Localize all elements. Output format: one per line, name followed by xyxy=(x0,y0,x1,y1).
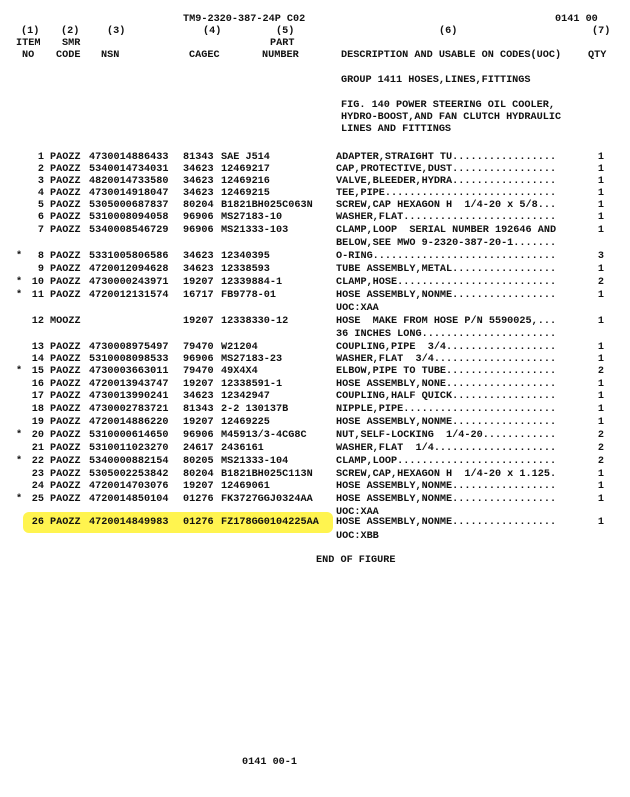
col-num-qty: (7) xyxy=(592,26,611,37)
table-row xyxy=(0,379,630,391)
table-row xyxy=(0,430,630,442)
cagec-cell: 81343 xyxy=(183,152,214,163)
cagec-cell: 34623 xyxy=(183,188,214,199)
part-number: FZ178GG0104225AA xyxy=(221,517,319,528)
cagec-cell: 19207 xyxy=(183,277,214,288)
quantity: 1 xyxy=(597,354,604,365)
part-number: 12338593 xyxy=(221,264,270,275)
table-row xyxy=(0,404,630,416)
nsn-cell: 5340014734031 xyxy=(89,164,169,175)
cagec-cell: 16717 xyxy=(183,290,214,301)
table-row xyxy=(0,303,630,315)
table-row xyxy=(0,188,630,200)
col-part-label: PART xyxy=(270,38,295,49)
part-number: M45913/3-4CG8C xyxy=(221,430,307,441)
part-number: MS27183-10 xyxy=(221,212,283,223)
description: WASHER,FLAT 1/4.................... xyxy=(336,443,557,454)
nsn-cell: 5310011023270 xyxy=(89,443,169,454)
document-id: TM9-2320-387-24P C02 xyxy=(183,14,306,25)
nsn-cell: 5310008098533 xyxy=(89,354,169,365)
item-number: 1 xyxy=(37,152,44,163)
description: HOSE MAKE FROM HOSE P/N 5590025,... xyxy=(336,316,557,327)
row-flag: * xyxy=(16,366,23,377)
item-number: 26 xyxy=(31,517,44,528)
quantity: 1 xyxy=(597,391,604,402)
quantity: 1 xyxy=(597,404,604,415)
table-row xyxy=(0,417,630,429)
smr-code: PAOZZ xyxy=(50,251,81,262)
nsn-cell: 5305002253842 xyxy=(89,469,169,480)
cagec-cell: 19207 xyxy=(183,316,214,327)
table-row xyxy=(0,443,630,455)
nsn-cell: 4720014850104 xyxy=(89,494,169,505)
nsn-cell: 4720014849983 xyxy=(89,517,169,528)
row-flag: * xyxy=(16,430,23,441)
item-number: 19 xyxy=(31,417,44,428)
smr-code: PAOZZ xyxy=(50,443,81,454)
cagec-cell: 80204 xyxy=(183,469,214,480)
table-row xyxy=(0,494,630,506)
part-number: B1821BH025C113N xyxy=(221,469,313,480)
cagec-cell: 81343 xyxy=(183,404,214,415)
quantity: 1 xyxy=(597,379,604,390)
smr-code: PAOZZ xyxy=(50,164,81,175)
quantity: 2 xyxy=(597,366,604,377)
group-title: GROUP 1411 HOSES,LINES,FITTINGS xyxy=(341,75,531,86)
row-flag: * xyxy=(16,494,23,505)
smr-code: PAOZZ xyxy=(50,417,81,428)
description: ELBOW,PIPE TO TUBE.................. xyxy=(336,366,557,377)
table-row xyxy=(0,517,630,529)
description: TUBE ASSEMBLY,METAL................. xyxy=(336,264,557,275)
description: WASHER,FLAT 3/4.................... xyxy=(336,354,557,365)
item-number: 17 xyxy=(31,391,44,402)
smr-code: PAOZZ xyxy=(50,212,81,223)
quantity: 1 xyxy=(597,517,604,528)
page-footer: 0141 00-1 xyxy=(242,757,298,768)
quantity: 2 xyxy=(597,277,604,288)
item-number: 2 xyxy=(37,164,44,175)
smr-code: PAOZZ xyxy=(50,391,81,402)
quantity: 2 xyxy=(597,430,604,441)
col-cagec-label: CAGEC xyxy=(189,50,220,61)
nsn-cell: 4730014886433 xyxy=(89,152,169,163)
part-number: MS21333-103 xyxy=(221,225,289,236)
smr-code: PAOZZ xyxy=(50,517,81,528)
part-number: W21204 xyxy=(221,342,258,353)
nsn-cell: 4720013943747 xyxy=(89,379,169,390)
description: UOC:XBB xyxy=(336,531,379,542)
smr-code: PAOZZ xyxy=(50,290,81,301)
cagec-cell: 96906 xyxy=(183,430,214,441)
row-flag: * xyxy=(16,290,23,301)
quantity: 1 xyxy=(597,417,604,428)
table-row xyxy=(0,251,630,263)
quantity: 3 xyxy=(597,251,604,262)
cagec-cell: 80204 xyxy=(183,200,214,211)
table-row xyxy=(0,342,630,354)
description: COUPLING,PIPE 3/4.................. xyxy=(336,342,557,353)
col-smr-label: SMR xyxy=(62,38,81,49)
col-num-cagec: (4) xyxy=(203,26,222,37)
table-row xyxy=(0,456,630,468)
item-number: 16 xyxy=(31,379,44,390)
quantity: 1 xyxy=(597,176,604,187)
table-row xyxy=(0,316,630,328)
table-row xyxy=(0,176,630,188)
nsn-cell: 5340008546729 xyxy=(89,225,169,236)
table-row xyxy=(0,212,630,224)
col-num-part: (5) xyxy=(276,26,295,37)
table-row xyxy=(0,354,630,366)
row-flag: * xyxy=(16,251,23,262)
cagec-cell: 34623 xyxy=(183,176,214,187)
smr-code: PAOZZ xyxy=(50,379,81,390)
nsn-cell: 4730000243971 xyxy=(89,277,169,288)
part-number: FB9778-01 xyxy=(221,290,277,301)
figure-title-line: FIG. 140 POWER STEERING OIL COOLER, xyxy=(341,100,555,111)
smr-code: PAOZZ xyxy=(50,366,81,377)
part-number: 12338591-1 xyxy=(221,379,283,390)
cagec-cell: 34623 xyxy=(183,391,214,402)
table-row xyxy=(0,391,630,403)
description: O-RING.............................. xyxy=(336,251,557,262)
table-row xyxy=(0,531,630,543)
cagec-cell: 19207 xyxy=(183,417,214,428)
part-number: FK3727GGJ0324AA xyxy=(221,494,313,505)
part-number: 12340395 xyxy=(221,251,270,262)
quantity: 1 xyxy=(597,188,604,199)
description: HOSE ASSEMBLY,NONME................. xyxy=(336,290,557,301)
part-number: 12469216 xyxy=(221,176,270,187)
description: HOSE ASSEMBLY,NONME................. xyxy=(336,481,557,492)
table-row xyxy=(0,264,630,276)
item-number: 8 xyxy=(37,251,44,262)
col-item-label: ITEM xyxy=(16,38,41,49)
cagec-cell: 01276 xyxy=(183,494,214,505)
col-qty-label: QTY xyxy=(588,50,607,61)
cagec-cell: 80205 xyxy=(183,456,214,467)
description: BELOW,SEE MWO 9-2320-387-20-1....... xyxy=(336,238,557,249)
nsn-cell: 4720014703076 xyxy=(89,481,169,492)
cagec-cell: 96906 xyxy=(183,354,214,365)
part-number: 12338330-12 xyxy=(221,316,289,327)
smr-code: MOOZZ xyxy=(50,316,81,327)
nsn-cell: 5310008094058 xyxy=(89,212,169,223)
end-of-figure: END OF FIGURE xyxy=(316,555,396,566)
smr-code: PAOZZ xyxy=(50,456,81,467)
description: CAP,PROTECTIVE,DUST................. xyxy=(336,164,557,175)
cagec-cell: 96906 xyxy=(183,225,214,236)
col-nsn-label: NSN xyxy=(101,50,120,61)
nsn-cell: 4720014886220 xyxy=(89,417,169,428)
description: CLAMP,LOOP.......................... xyxy=(336,456,557,467)
quantity: 1 xyxy=(597,342,604,353)
cagec-cell: 34623 xyxy=(183,264,214,275)
part-number: 12342947 xyxy=(221,391,270,402)
description: COUPLING,HALF QUICK................. xyxy=(336,391,557,402)
part-number: 49X4X4 xyxy=(221,366,258,377)
nsn-cell: 5305000687837 xyxy=(89,200,169,211)
quantity: 1 xyxy=(597,264,604,275)
nsn-cell: 4730003663011 xyxy=(89,366,169,377)
part-number: 2436161 xyxy=(221,443,264,454)
smr-code: PAOZZ xyxy=(50,469,81,480)
row-flag: * xyxy=(16,456,23,467)
smr-code: PAOZZ xyxy=(50,404,81,415)
nsn-cell: 4720012131574 xyxy=(89,290,169,301)
col-num-smr: (2) xyxy=(61,26,80,37)
smr-code: PAOZZ xyxy=(50,152,81,163)
item-number: 6 xyxy=(37,212,44,223)
part-number: 2-2 130137B xyxy=(221,404,289,415)
item-number: 13 xyxy=(31,342,44,353)
description: SCREW,CAP HEXAGON H 1/4-20 x 5/8... xyxy=(336,200,557,211)
cagec-cell: 24617 xyxy=(183,443,214,454)
quantity: 2 xyxy=(597,456,604,467)
table-row xyxy=(0,225,630,237)
nsn-cell: 4730014918047 xyxy=(89,188,169,199)
description: ADAPTER,STRAIGHT TU................. xyxy=(336,152,557,163)
smr-code: PAOZZ xyxy=(50,342,81,353)
description: CLAMP,HOSE.......................... xyxy=(336,277,557,288)
col-code-label: CODE xyxy=(56,50,81,61)
part-number: 12469225 xyxy=(221,417,270,428)
part-number: B1821BH025C063N xyxy=(221,200,313,211)
part-number: MS27183-23 xyxy=(221,354,283,365)
smr-code: PAOZZ xyxy=(50,481,81,492)
item-number: 25 xyxy=(31,494,44,505)
col-number-label: NUMBER xyxy=(262,50,299,61)
row-flag: * xyxy=(16,277,23,288)
item-number: 18 xyxy=(31,404,44,415)
col-desc-label: DESCRIPTION AND USABLE ON CODES(UOC) xyxy=(341,50,562,61)
description: 36 INCHES LONG...................... xyxy=(336,329,557,340)
table-row xyxy=(0,290,630,302)
table-row xyxy=(0,277,630,289)
smr-code: PAOZZ xyxy=(50,277,81,288)
description: HOSE ASSEMBLY,NONME................. xyxy=(336,494,557,505)
quantity: 1 xyxy=(597,481,604,492)
nsn-cell: 4730008975497 xyxy=(89,342,169,353)
item-number: 14 xyxy=(31,354,44,365)
item-number: 7 xyxy=(37,225,44,236)
item-number: 24 xyxy=(31,481,44,492)
cagec-cell: 34623 xyxy=(183,251,214,262)
smr-code: PAOZZ xyxy=(50,354,81,365)
item-number: 23 xyxy=(31,469,44,480)
nsn-cell: 4720012094628 xyxy=(89,264,169,275)
smr-code: PAOZZ xyxy=(50,200,81,211)
table-row xyxy=(0,329,630,341)
cagec-cell: 34623 xyxy=(183,164,214,175)
quantity: 2 xyxy=(597,443,604,454)
part-number: 12469215 xyxy=(221,188,270,199)
description: HOSE ASSEMBLY,NONME................. xyxy=(336,517,557,528)
description: CLAMP,LOOP SERIAL NUMBER 192646 AND xyxy=(336,225,557,236)
item-number: 12 xyxy=(31,316,44,327)
description: UOC:XAA xyxy=(336,303,379,314)
nsn-cell: 4730002783721 xyxy=(89,404,169,415)
item-number: 11 xyxy=(31,290,44,301)
nsn-cell: 4730013990241 xyxy=(89,391,169,402)
nsn-cell: 5331005806586 xyxy=(89,251,169,262)
work-package-ref: 0141 00 xyxy=(555,14,598,25)
description: UOC:XAA xyxy=(336,507,379,518)
description: HOSE ASSEMBLY,NONE.................. xyxy=(336,379,557,390)
table-row xyxy=(0,469,630,481)
cagec-cell: 96906 xyxy=(183,212,214,223)
table-row xyxy=(0,152,630,164)
cagec-cell: 01276 xyxy=(183,517,214,528)
col-no-label: NO xyxy=(22,50,35,61)
col-num-desc: (6) xyxy=(439,26,458,37)
item-number: 20 xyxy=(31,430,44,441)
smr-code: PAOZZ xyxy=(50,188,81,199)
quantity: 1 xyxy=(597,212,604,223)
smr-code: PAOZZ xyxy=(50,264,81,275)
item-number: 15 xyxy=(31,366,44,377)
quantity: 1 xyxy=(597,469,604,480)
smr-code: PAOZZ xyxy=(50,225,81,236)
quantity: 1 xyxy=(597,152,604,163)
quantity: 1 xyxy=(597,494,604,505)
col-num-item: (1) xyxy=(21,26,40,37)
cagec-cell: 19207 xyxy=(183,379,214,390)
item-number: 9 xyxy=(37,264,44,275)
description: VALVE,BLEEDER,HYDRA................. xyxy=(336,176,557,187)
description: TEE,PIPE............................ xyxy=(336,188,557,199)
item-number: 4 xyxy=(37,188,44,199)
quantity: 1 xyxy=(597,290,604,301)
cagec-cell: 79470 xyxy=(183,342,214,353)
item-number: 21 xyxy=(31,443,44,454)
cagec-cell: 79470 xyxy=(183,366,214,377)
description: NUT,SELF-LOCKING 1/4-20............ xyxy=(336,430,557,441)
quantity: 1 xyxy=(597,316,604,327)
part-number: 12339884-1 xyxy=(221,277,283,288)
part-number: SAE J514 xyxy=(221,152,270,163)
nsn-cell: 5340000882154 xyxy=(89,456,169,467)
table-row xyxy=(0,481,630,493)
description: SCREW,CAP,HEXAGON H 1/4-20 x 1.125. xyxy=(336,469,557,480)
item-number: 3 xyxy=(37,176,44,187)
nsn-cell: 5310000614650 xyxy=(89,430,169,441)
smr-code: PAOZZ xyxy=(50,176,81,187)
smr-code: PAOZZ xyxy=(50,430,81,441)
quantity: 1 xyxy=(597,200,604,211)
table-row xyxy=(0,366,630,378)
col-num-nsn: (3) xyxy=(107,26,126,37)
nsn-cell: 4820014733580 xyxy=(89,176,169,187)
cagec-cell: 19207 xyxy=(183,481,214,492)
part-number: 12469217 xyxy=(221,164,270,175)
quantity: 1 xyxy=(597,225,604,236)
figure-title-line: HYDRO-BOOST,AND FAN CLUTCH HYDRAULIC xyxy=(341,112,562,123)
item-number: 22 xyxy=(31,456,44,467)
table-row xyxy=(0,238,630,250)
figure-title-line: LINES AND FITTINGS xyxy=(341,124,452,135)
item-number: 5 xyxy=(37,200,44,211)
table-row xyxy=(0,200,630,212)
item-number: 10 xyxy=(31,277,44,288)
description: HOSE ASSEMBLY,NONME................. xyxy=(336,417,557,428)
part-number: 12469061 xyxy=(221,481,270,492)
table-row xyxy=(0,164,630,176)
part-number: MS21333-104 xyxy=(221,456,289,467)
smr-code: PAOZZ xyxy=(50,494,81,505)
description: NIPPLE,PIPE......................... xyxy=(336,404,557,415)
quantity: 1 xyxy=(597,164,604,175)
description: WASHER,FLAT......................... xyxy=(336,212,557,223)
